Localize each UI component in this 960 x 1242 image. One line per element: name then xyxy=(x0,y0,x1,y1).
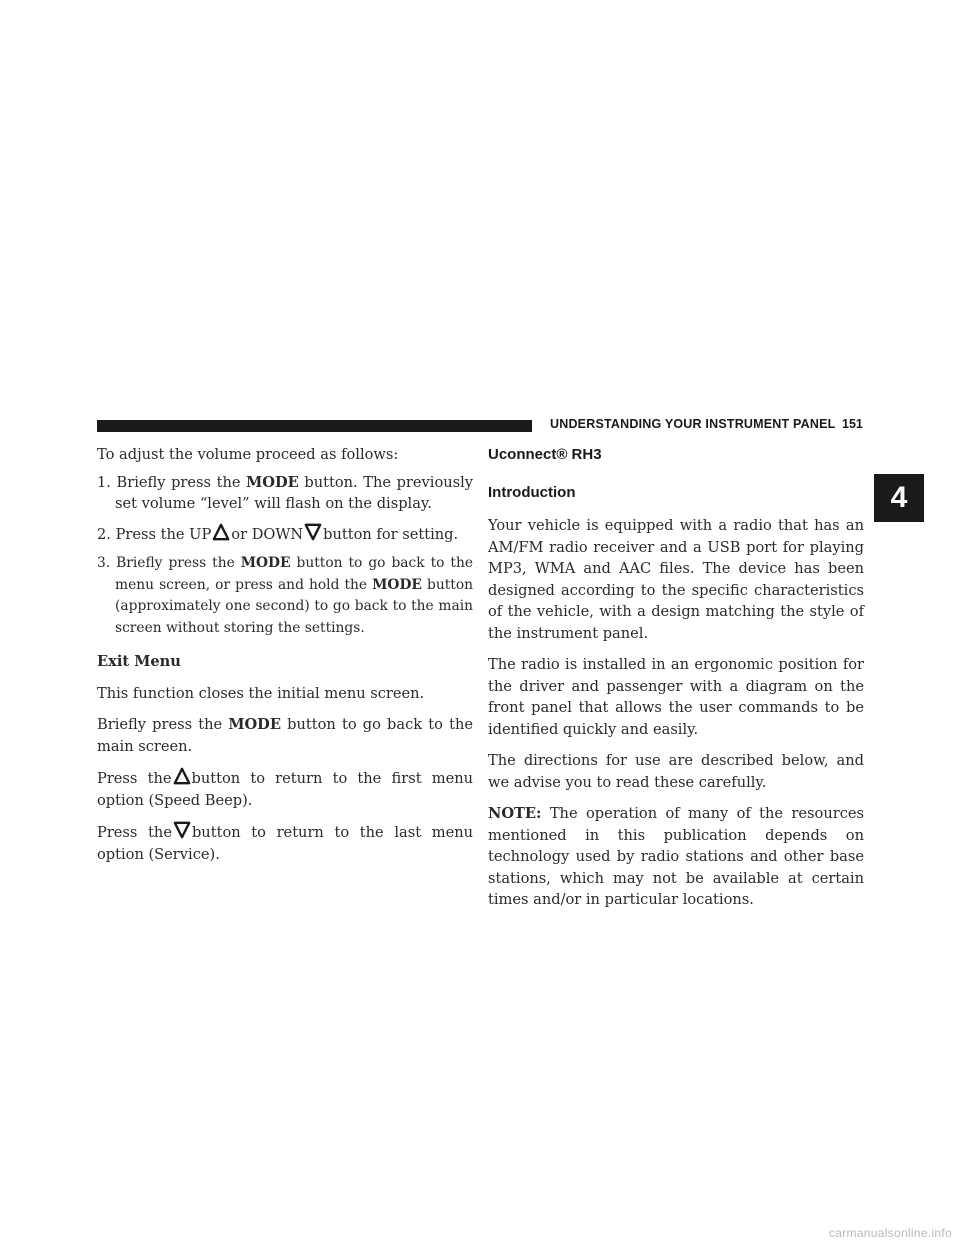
right-column xyxy=(488,444,864,921)
up-arrow-icon xyxy=(173,767,191,785)
chapter-tab: 4 xyxy=(874,474,924,522)
down-arrow-icon xyxy=(173,821,191,839)
exit-menu-heading: Exit Menu xyxy=(97,653,181,670)
left-column xyxy=(97,444,473,875)
intro-text: To adjust the volume proceed as follows: xyxy=(97,446,399,463)
page-number: 151 xyxy=(842,417,863,431)
brief-press-text: Briefly press the MODE button to go back to the main screen. xyxy=(97,716,473,755)
step-1: 1. Briefly press the MODE button. The previously set volume “level” will flash on the display. xyxy=(97,473,474,512)
exit-menu-text: This function closes the initial menu screen. xyxy=(97,684,425,702)
down-arrow-icon xyxy=(304,523,322,541)
step-3: 3. Briefly press the MODE button to go back to the menu screen, or press and hold the MODE button (approximately one second) to go back to the main screen without storing the settings. xyxy=(97,555,474,636)
press-down-text: Press the button to return to the last menu option (Service). xyxy=(97,821,473,865)
press-up-text: Press the button to return to the first menu option (Speed Beep). xyxy=(97,767,473,811)
step-2: 2. Press the UP or DOWN button for setting. xyxy=(97,523,473,546)
ergonomic-paragraph: The radio is installed in an ergonomic position for the driver and passenger with a diagram on the front panel that allows the user commands to be identified quickly and easily. xyxy=(488,656,864,738)
note-paragraph: NOTE: The operation of many of the resources mentioned in this publication depends on technology used by radio stations and other base stations, which may not be available at certain times and/or in particular locations. xyxy=(488,805,864,908)
watermark: carmanualsonline.info xyxy=(828,1226,952,1240)
up-arrow-icon xyxy=(212,523,230,541)
intro-paragraph: Your vehicle is equipped with a radio that has an AM/FM radio receiver and a USB port for playing MP3, WMA and AAC files. The device has been designed according to the specific characteristics of the vehicle, with a design matching the style of the instrument panel. xyxy=(488,517,864,642)
subsection-heading: Introduction xyxy=(488,483,576,501)
section-heading: Uconnect® RH3 xyxy=(488,446,602,463)
directions-paragraph: The directions for use are described below, and we advise you to read these carefully. xyxy=(488,752,864,791)
header-rule xyxy=(97,420,532,432)
section-title: UNDERSTANDING YOUR INSTRUMENT PANEL xyxy=(550,417,836,431)
